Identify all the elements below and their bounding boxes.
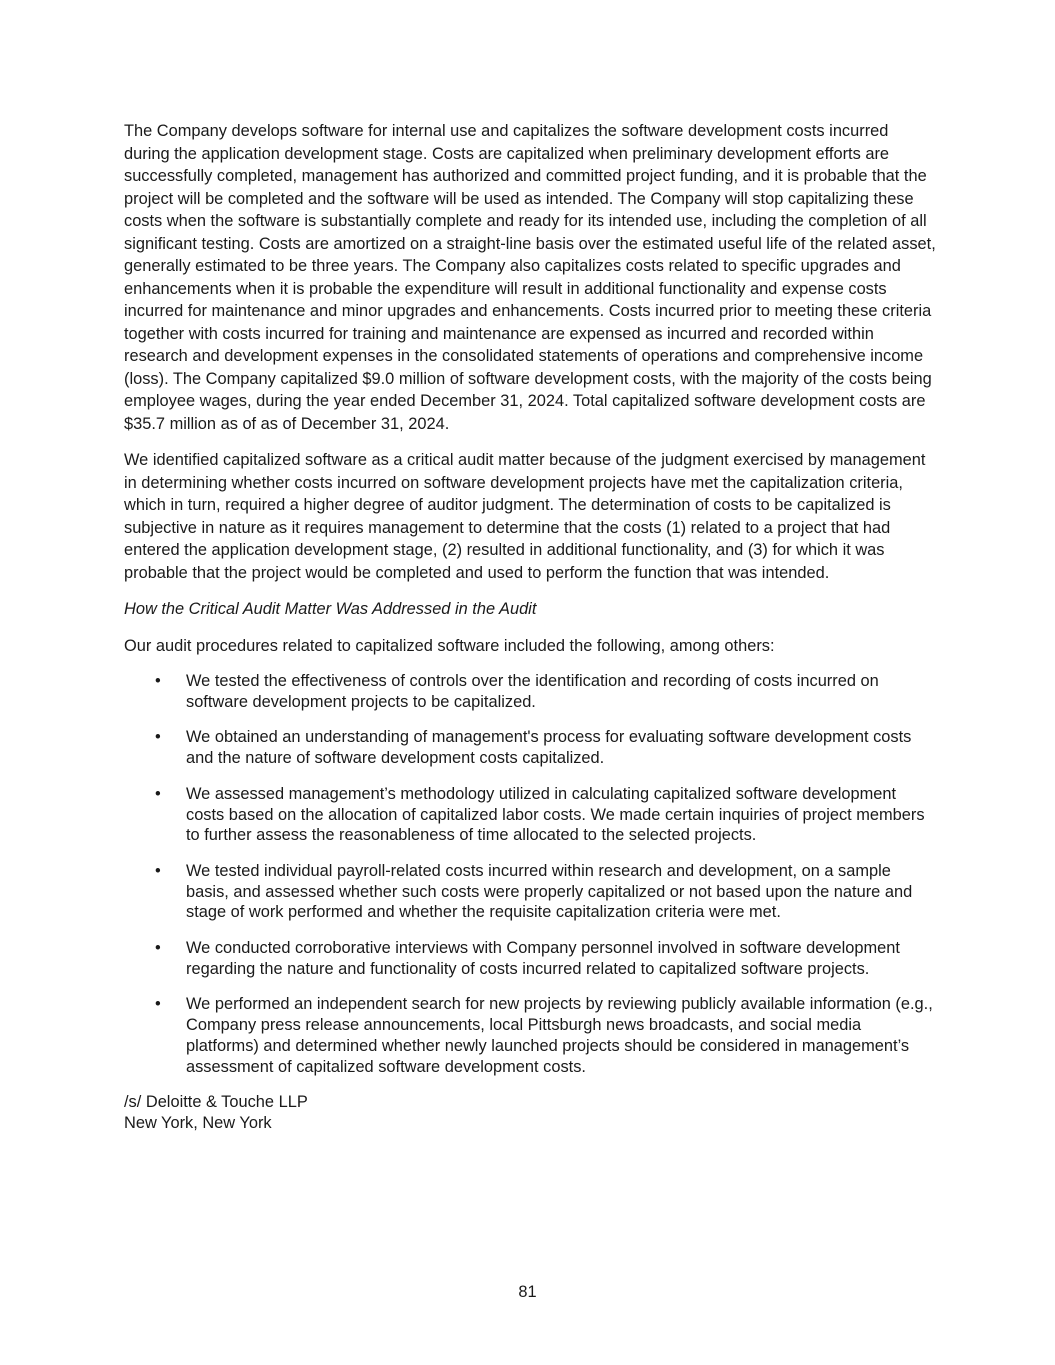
list-item [124,784,936,846]
list-item-text: We tested the effectiveness of controls over the identification and recording of costs incurred on software development projects to be capitalized. [186,672,879,711]
list-item [124,727,936,768]
procedures-intro: Our audit procedures related to capitalized software included the following, among others: [124,636,775,655]
paragraph-critical-audit-matter: We identified capitalized software as a critical audit matter because of the judgment exercised by management in determining whether costs incurred on software development projects have met the capitalization criteria, which in turn, required a higher degree of auditor judgment. The determination of costs to be capitalized is subjective in nature as it requires management to determine that the costs (1) related to a project that had entered the application development stage, (2) resulted in additional functionality, and (3) for which it was probable that the project would be completed and used to perform the function that was intended. [124,451,926,582]
paragraph-capitalization-policy: The Company develops software for internal use and capitalizes the software development costs incurred during the application development stage. Costs are capitalized when preliminary development efforts are successfully completed, management has authorized and committed project funding, and it is probable that the project will be completed and the software will be used as intended. The Company will stop capitalizing these costs when the software is substantially complete and ready for its intended use, including the completion of all significant testing. Costs are amortized on a straight-line basis over the estimated useful life of the related asset, generally estimated to be three years. The Company also capitalizes costs related to specific upgrades and enhancements when it is probable the expenditure will result in additional functionality and expense costs incurred for maintenance and minor upgrades and enhancements. Costs incurred prior to meeting these criteria together with costs incurred for training and maintenance are expensed as incurred and recorded within research and development expenses in the consolidated statements of operations and comprehensive income (loss). The Company capitalized $9.0 million of software development costs, with the majority of the costs being employee wages, during the year ended December 31, 2024. Total capitalized software development costs are $35.7 million as of as of December 31, 2024. [124,122,936,433]
list-item-text: We performed an independent search for new projects by reviewing publicly available information (e.g., Company press release announcements, local Pittsburgh news broadcasts, and social media platforms) and determined whether newly launched projects should be considered in management’s assessment of capitalized software development costs. [186,995,933,1076]
list-item [124,861,936,923]
list-item-text: We obtained an understanding of management's process for evaluating software development costs and the nature of software development costs capitalized. [186,728,912,768]
list-item [124,671,936,712]
signature-block [124,1092,936,1134]
bullet-icon: • [155,995,161,1014]
bullet-icon: • [155,939,161,958]
signature-firm: /s/ Deloitte & Touche LLP [124,1093,308,1112]
list-item-text: We assessed management’s methodology utilized in calculating capitalized software development costs based on the allocation of capitalized labor costs. We made certain inquiries of project members to further assess the reasonableness of time allocated to the selected projects. [186,784,925,845]
list-item [124,994,936,1077]
page-number: 81 [518,1283,537,1301]
bullet-icon: • [155,672,161,690]
section-heading: How the Critical Audit Matter Was Addressed in the Audit [124,600,537,618]
document-body [124,120,936,1134]
procedures-list [124,671,936,1077]
signature-location: New York, New York [124,1114,272,1133]
bullet-icon: • [155,861,161,880]
list-item [124,938,936,979]
list-item-text: We conducted corroborative interviews with Company personnel involved in software development regarding the nature and functionality of costs incurred related to capitalized software projects. [186,939,900,978]
bullet-icon: • [155,784,161,803]
list-item-text: We tested individual payroll-related costs incurred within research and development, on a sample basis, and assessed whether such costs were properly capitalized or not based upon the nature and stage of work performed and whether the requisite capitalization criteria were met. [186,861,913,922]
bullet-icon: • [155,728,161,747]
